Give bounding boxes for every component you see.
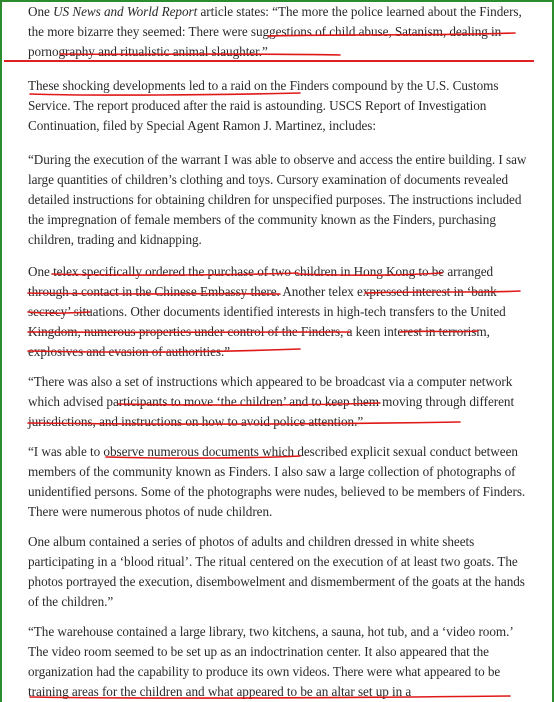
paragraph-3: “During the execution of the warrant I was able to observe and access the entire building. I saw large quantities of children’s clothing and toys. Cursory examination of documents revealed detailed instructions for obtaining children for unspecified purposes. The instructions included the impregnation of female members of the community known as the Finders, purchasing children, trading and kidnapping. (28, 152, 527, 247)
paragraph-7: One album contained a series of photos of adults and children dressed in white sheets participating in a ‘blood ritual’. The ritual centered on the execution of at least two goats. The photos portrayed the execution, disembowelment and dismemberment of the goats at the hands of the children.” (28, 534, 525, 609)
paragraph-1-lead: One (28, 4, 54, 19)
paragraph-1-quote: article states: “The more the police learned about the Finders, the more bizarre they seemed: There were suggestions of child abuse, Satanism, dealing in pornography and ritualistic animal slaughter.” (28, 4, 522, 59)
paragraph-1 (28, 2, 533, 62)
paragraph-5: “There was also a set of instructions which appeared to be broadcast via a computer network which advised participants to move ‘the children’ and to keep them moving through different jurisdictions, and instructions on how to avoid police attention.” (28, 374, 515, 429)
red-separator-line (4, 60, 534, 62)
publication-title: US News and World Report (53, 4, 198, 19)
paragraph-2: These shocking developments led to a raid on the Finders compound by the U.S. Customs Service. The report produced after the raid is astounding. USCS Report of Investigation Continuation, filed by Special Agent Ramon J. Martinez, includes: (28, 78, 499, 133)
paragraph-8: “The warehouse contained a large library, two kitchens, a sauna, hot tub, and a ‘video room.’ The video room seemed to be set up as an indoctrination center. It also appeared that the organization had the capability to produce its own videos. There were what appeared to be training areas for the children and what appeared to be an altar set up in a (28, 624, 513, 699)
paragraph-6: “I was able to observe numerous documents which described explicit sexual conduct between members of the community known as Finders. I also saw a large collection of photographs of unidentified persons. Some of the photographs were nudes, believed to be members of Finders. There were numerous photos of nude children. (28, 444, 526, 519)
paragraph-4: One telex specifically ordered the purchase of two children in Hong Kong to be arranged through a contact in the Chinese Embassy there. Another telex expressed interest in ‘bank secrecy’ situations. Other documents identified interests in high-tech transfers to the United Kingdom, numerous properties under control of the Finders, a keen interest in terrorism, explosives and evasion of authorities.” (28, 264, 506, 359)
